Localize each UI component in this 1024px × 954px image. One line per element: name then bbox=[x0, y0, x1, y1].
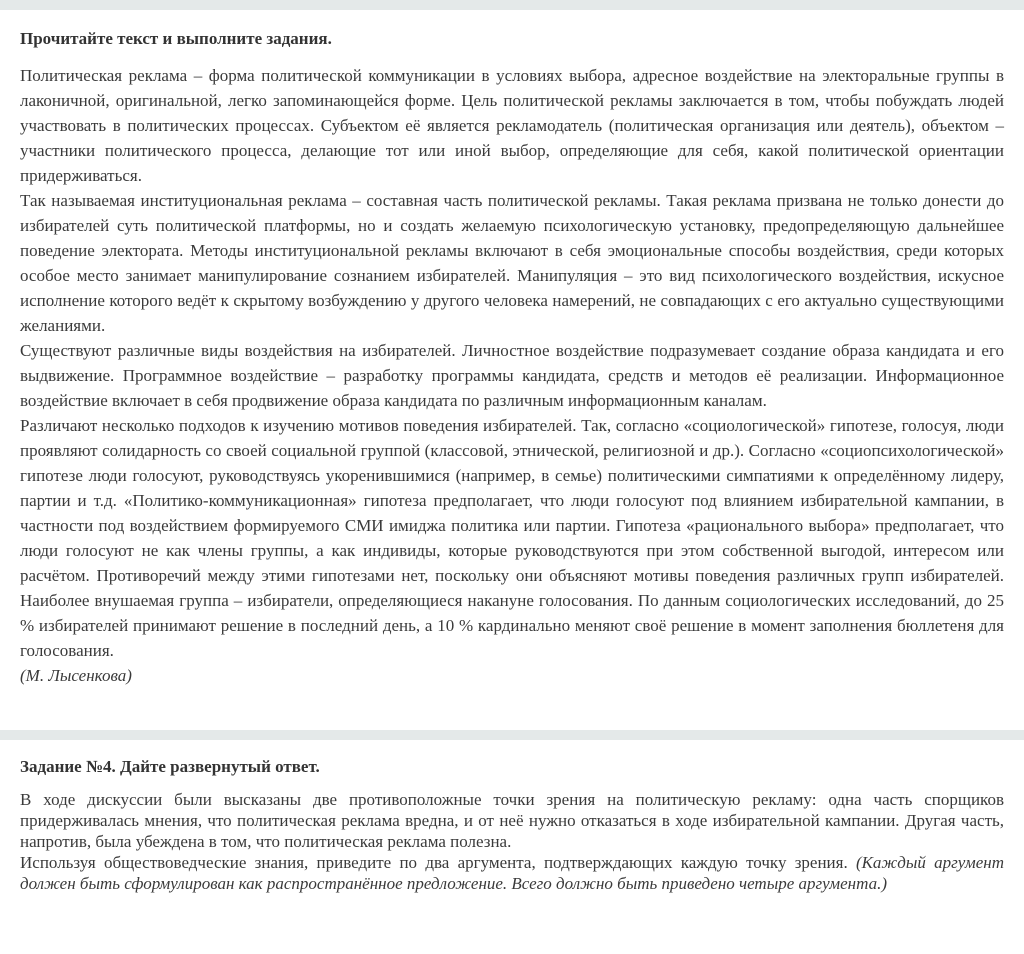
text-author: (М. Лысенкова) bbox=[20, 666, 132, 685]
text-paragraph-2: Так называемая институциональная реклама – составная часть политической рекламы. Такая реклама призвана не только донести до избирателей суть политической платформы, но и создать желаемую психологическую установку, предопределяющую дальнейшее поведение электората. Методы институциональной рекламы включают в себя эмоциональные способы воздействия, среди которых особое место занимает манипулирование сознанием избирателей. Манипуляция – это вид психологического воздействия, искусное исполнение которого ведёт к скрытому возбуждению у другого человека намерений, не совпадающих с его актуально существующими желаниями. bbox=[20, 191, 1004, 335]
task-panel bbox=[0, 740, 1024, 954]
text-paragraph-4: Различают несколько подходов к изучению мотивов поведения избирателей. Так, согласно «социологической» гипотезе, голосуя, люди проявляют солидарность со своей социальной группой (классовой, этнической, религиозной и др.). Согласно «социопсихологической» гипотезе люди голосуют, руководствуясь укоренившимися (например, в семье) политическими симпатиями к определённому лидеру, партии и т.д. «Политико-коммуникационная» гипотеза предполагает, что люди голосуют под влиянием избирательной кампании, в частности под воздействием формируемого СМИ имиджа политика или партии. Гипотеза «рационального выбора» предполагает, что люди голосуют не как члены группы, а как индивиды, которые руководствуются при этом собственной выгодой, интересом или расчётом. Противоречий между этими гипотезами нет, поскольку они объясняют мотивы поведения различных групп избирателей. Наиболее внушаемая группа – избиратели, определяющиеся накануне голосования. По данным социологических исследований, до 25 % избирателей принимают решение в последний день, а 10 % кардинально меняют своё решение в момент заполнения бюллетеня для голосования. bbox=[20, 416, 1004, 660]
text-paragraph-1: Политическая реклама – форма политической коммуникации в условиях выбора, адресное воздействие на электоральные группы в лаконичной, оригинальной, легко запоминающейся форме. Цель политической рекламы заключается в том, чтобы побуждать людей участвовать в политических процессах. Субъектом её является рекламодатель (политическая организация или деятель), объектом – участники политического процесса, делающие тот или иной выбор, определяющие для себя, какой политической ориентации придерживаться. bbox=[20, 66, 1004, 185]
task-paragraph-2-main: Используя обществоведческие знания, приведите по два аргумента, подтверждающих каждую точку зрения. bbox=[20, 853, 856, 872]
reading-instruction-heading: Прочитайте текст и выполните задания. bbox=[20, 29, 332, 48]
reading-text-panel bbox=[0, 10, 1024, 730]
task-heading: Задание №4. Дайте развернутый ответ. bbox=[20, 757, 320, 776]
task-paragraph-1: В ходе дискуссии были высказаны две противоположные точки зрения на политическую рекламу: одна часть спорщиков придерживалась мнения, что политическая реклама вредна, и от неё нужно отказаться в ходе избирательной кампании. Другая часть, напротив, была убеждена в том, что политическая реклама полезна. bbox=[20, 790, 1004, 851]
task-paragraph-2 bbox=[20, 852, 1004, 894]
task-paragraph-2-note: (Каждый аргумент должен быть сформулирован как распространённое предложение. Всего должно быть приведено четыре аргумента.) bbox=[20, 853, 1004, 893]
text-paragraph-3: Существуют различные виды воздействия на избирателей. Личностное воздействие подразумевает создание образа кандидата и его выдвижение. Программное воздействие – разработку программы кандидата, средств и методов её реализации. Информационное воздействие включает в себя продвижение образа кандидата по различным информационным каналам. bbox=[20, 341, 1004, 410]
